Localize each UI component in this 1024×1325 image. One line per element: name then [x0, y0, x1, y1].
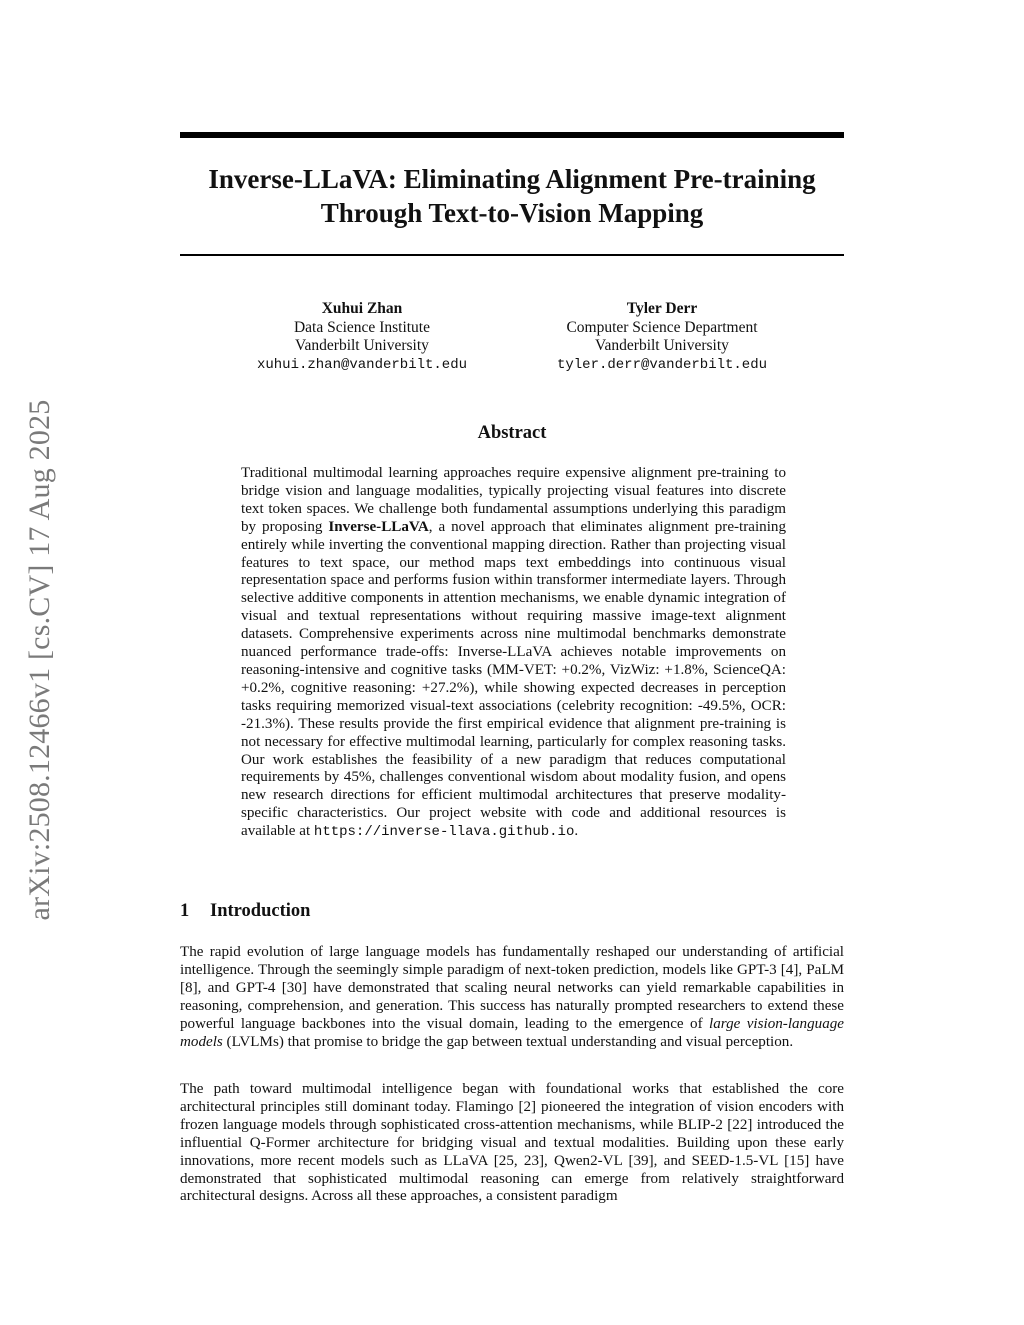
section-number: 1 — [180, 901, 190, 921]
intro-p1-text-a: The rapid evolution of large language models has fundamentally reshaped our understanding of artificial intelligence. Through the seemingly simple paradigm of next-token prediction, models like GPT-3 [4], PaLM [8], and GPT-4 [30] have demonstrated that scaling neural networks can yield remarkable capabilities in reasoning, comprehension, and generation. This success has naturally prompted researchers to extend these powerful language backbones into the visual domain, leading to the emergence of — [180, 944, 844, 1032]
author-university: Vanderbilt University — [595, 337, 729, 354]
abstract-body — [241, 465, 786, 842]
author-email[interactable]: xuhui.zhan@vanderbilt.edu — [256, 356, 468, 373]
author-block-2 — [532, 300, 792, 374]
author-email[interactable]: tyler.derr@vanderbilt.edu — [556, 356, 768, 373]
abstract-text-part-3: . — [574, 823, 579, 840]
project-url-link[interactable]: https://inverse-llava.github.io — [313, 824, 575, 841]
title-line-2: Through Text-to-Vision Mapping — [320, 198, 704, 228]
author-block-1 — [232, 300, 492, 374]
author-affiliation: Data Science Institute — [293, 318, 430, 336]
introduction-heading — [180, 901, 310, 922]
intro-paragraph-1 — [180, 944, 844, 1051]
author-university: Vanderbilt University — [295, 337, 429, 354]
author-name: Xuhui Zhan — [321, 300, 403, 317]
arxiv-identifier: arXiv:2508.12466v1 [cs.CV] 17 Aug 2025 — [23, 399, 56, 921]
paper-title — [180, 162, 844, 230]
section-title: Introduction — [210, 901, 311, 921]
title-top-rule — [180, 132, 844, 138]
title-line-1: Inverse-LLaVA: Eliminating Alignment Pre-training — [208, 164, 816, 194]
abstract-text-part-2: , a novel approach that eliminates alignment pre-training entirely while inverting the conventional mapping direction. Rather than projecting visual features to text space, our method maps text embeddings into continuous visual representation space and performs fusion within transformer intermediate layers. Through selective additive components in attention mechanisms, we enable dynamic integration of visual and textual representations without requiring massive image-text alignment datasets. Comprehensive experiments across nine multimodal benchmarks demonstrate nuanced performance trade-offs: Inverse-LLaVA achieves notable improvements on reasoning-intensive and cognitive tasks (MM-VET: +0.2%, VizWiz: +1.8%, ScienceQA: +0.2%, cognitive reasoning: +27.2%), while showing expected decreases in perception tasks requiring memorized visual-text associations (celebrity recognition: -49.5%, OCR: -21.3%). These results provide the first empirical evidence that alignment pre-training is not necessary for effective multimodal learning, particularly for complex reasoning tasks. Our work establishes the feasibility of a new paradigm that reduces computational requirements by 45%, challenges conventional wisdom about modality fusion, and opens new research directions for efficient multimodal architectures that preserve modality-specific characteristics. Our project website with code and additional resources is available at — [241, 518, 786, 840]
intro-paragraph-2: The path toward multimodal intelligence began with foundational works that established the core architectural principles still dominant today. Flamingo [2] pioneered the integration of vision encoders with frozen language models through sophisticated cross-attention mechanisms, while BLIP-2 [22] introduced the influential Q-Former architecture for bridging visual and textual modalities. Building upon these early innovations, more recent models such as LLaVA [25, 23], Qwen2-VL [39], and SEED-1.5-VL [15] have demonstrated that sophisticated multimodal reasoning can emerge from relatively straightforward architectural designs. Across all these approaches, a consistent paradigm — [180, 1081, 844, 1205]
author-affiliation: Computer Science Department — [566, 318, 758, 336]
intro-p1-text-b: (LVLMs) that promise to bridge the gap between textual understanding and visual perception. — [222, 1033, 794, 1050]
abstract-text-part-1: Traditional multimodal learning approaches require expensive alignment pre-training to bridge vision and language modalities, typically projecting visual features into discrete text token spaces. We challenge both fundamental assumptions underlying this paradigm by proposing — [241, 465, 786, 535]
title-bottom-rule — [180, 254, 844, 256]
abstract-heading: Abstract — [477, 423, 547, 443]
abstract-method-name: Inverse-LLaVA — [328, 518, 429, 535]
intro-p1-emphasis: large vision-language models — [180, 1015, 844, 1050]
author-name: Tyler Derr — [626, 300, 698, 317]
